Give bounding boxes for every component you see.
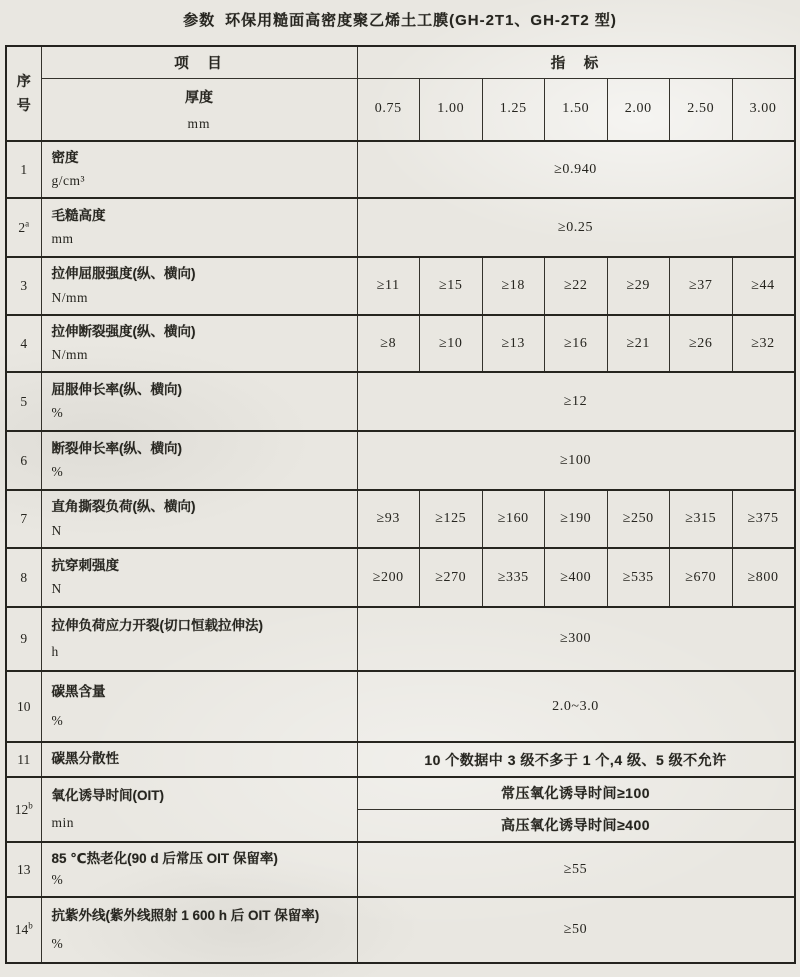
row-number bbox=[6, 315, 41, 372]
spec-value: ≥44 bbox=[732, 257, 795, 315]
item-label bbox=[42, 258, 357, 314]
table-row bbox=[6, 141, 795, 198]
item-label bbox=[42, 843, 357, 896]
item-label-cell bbox=[41, 315, 357, 372]
item-name: 毛糙高度 bbox=[51, 207, 106, 223]
item-label bbox=[42, 549, 357, 606]
item-name: 断裂伸长率(纵、横向) bbox=[51, 440, 182, 456]
item-unit: N bbox=[51, 581, 62, 597]
row-number-text: 12 bbox=[14, 801, 29, 817]
thickness-unit: mm bbox=[187, 115, 211, 131]
item-unit: N/mm bbox=[51, 289, 89, 305]
table-row bbox=[6, 548, 795, 607]
header-indicator: 指 标 bbox=[357, 46, 795, 78]
item-label-cell bbox=[41, 842, 357, 897]
row-number-text: 13 bbox=[17, 861, 31, 877]
table-row bbox=[6, 742, 795, 777]
item-unit: g/cm³ bbox=[51, 172, 86, 188]
row-number bbox=[6, 198, 41, 257]
item-unit: % bbox=[51, 872, 64, 888]
spec-value: ≥400 bbox=[545, 548, 608, 607]
item-label bbox=[42, 491, 357, 547]
item-name: 抗紫外线(紫外线照射 1 600 h 后 OIT 保留率) bbox=[51, 908, 320, 924]
table-row bbox=[6, 897, 795, 963]
spec-value: ≥21 bbox=[607, 315, 670, 372]
table-row bbox=[6, 431, 795, 490]
item-name: 拉伸屈服强度(纵、横向) bbox=[51, 266, 196, 282]
header-row-1 bbox=[6, 46, 795, 78]
thickness-col-1: 1.00 bbox=[420, 78, 483, 141]
item-label bbox=[42, 373, 357, 430]
row-number bbox=[6, 490, 41, 548]
spec-value: ≥15 bbox=[420, 257, 483, 315]
header-thickness bbox=[41, 78, 357, 141]
spec-value: ≥670 bbox=[670, 548, 733, 607]
table-row bbox=[6, 315, 795, 372]
title-prefix: 参数 bbox=[183, 12, 216, 29]
table-row bbox=[6, 372, 795, 431]
item-label-cell bbox=[41, 141, 357, 198]
spec-value: ≥8 bbox=[357, 315, 420, 372]
spec-value: ≥800 bbox=[732, 548, 795, 607]
table-row bbox=[6, 777, 795, 809]
thickness-col-2: 1.25 bbox=[482, 78, 545, 141]
item-name: 85 ℃热老化(90 d 后常压 OIT 保留率) bbox=[51, 850, 278, 866]
row-number-sup: a bbox=[25, 218, 30, 228]
thickness-col-4: 2.00 bbox=[607, 78, 670, 141]
spec-value: ≥250 bbox=[607, 490, 670, 548]
item-label bbox=[42, 743, 357, 776]
spec-value-merged-top bbox=[357, 777, 795, 809]
item-name: 拉伸负荷应力开裂(切口恒载拉伸法) bbox=[51, 617, 263, 633]
spec-value: ≥13 bbox=[482, 315, 545, 372]
item-label bbox=[42, 608, 357, 670]
row-number-sup: b bbox=[28, 800, 33, 810]
table-row bbox=[6, 671, 795, 742]
spec-value-text: 常压氧化诱导时间≥100 bbox=[500, 785, 651, 802]
spec-value: ≥125 bbox=[420, 490, 483, 548]
row-number bbox=[6, 548, 41, 607]
spec-value-text: 10 个数据中 3 级不多于 1 个,4 级、5 级不允许 bbox=[424, 751, 727, 768]
spec-value: ≥375 bbox=[732, 490, 795, 548]
spec-value: ≥93 bbox=[357, 490, 420, 548]
spec-value-merged: 2.0~3.0 bbox=[357, 671, 795, 742]
row-number-text: 1 bbox=[20, 161, 28, 177]
item-label bbox=[42, 316, 357, 371]
spec-value: ≥18 bbox=[482, 257, 545, 315]
thickness-label: 厚度 bbox=[185, 88, 213, 105]
row-number bbox=[6, 897, 41, 963]
item-label bbox=[42, 432, 357, 489]
table-row bbox=[6, 257, 795, 315]
header-seq: 序号 bbox=[6, 46, 41, 141]
thickness-col-3: 1.50 bbox=[545, 78, 608, 141]
item-name: 密度 bbox=[51, 150, 79, 166]
spec-value: ≥22 bbox=[545, 257, 608, 315]
row-number-sup: b bbox=[28, 920, 33, 931]
row-number-text: 8 bbox=[20, 569, 28, 585]
item-label-cell bbox=[41, 777, 357, 842]
spec-value-merged bbox=[357, 742, 795, 777]
spec-value: ≥37 bbox=[670, 257, 733, 315]
item-unit: % bbox=[51, 405, 64, 421]
spec-value: ≥270 bbox=[420, 548, 483, 607]
item-name: 拉伸断裂强度(纵、横向) bbox=[51, 324, 196, 340]
table-row bbox=[6, 198, 795, 257]
row-number bbox=[6, 777, 41, 842]
spec-value: ≥29 bbox=[607, 257, 670, 315]
row-number-text: 10 bbox=[17, 698, 31, 714]
spec-table bbox=[5, 45, 796, 964]
item-label bbox=[42, 142, 357, 197]
item-name: 碳黑分散性 bbox=[51, 751, 119, 767]
row-number-text: 4 bbox=[20, 335, 28, 351]
row-number-text: 5 bbox=[20, 393, 28, 409]
item-label-cell bbox=[41, 431, 357, 490]
spec-value: ≥32 bbox=[732, 315, 795, 372]
item-unit: N/mm bbox=[51, 346, 89, 362]
item-name: 氧化诱导时间(OIT) bbox=[51, 788, 164, 804]
item-unit: h bbox=[51, 644, 59, 660]
item-label-cell bbox=[41, 198, 357, 257]
row-number bbox=[6, 842, 41, 897]
item-name: 抗穿刺强度 bbox=[51, 557, 119, 573]
row-number-text: 7 bbox=[20, 511, 28, 526]
spec-value-merged-bottom bbox=[357, 809, 795, 842]
spec-value: ≥190 bbox=[545, 490, 608, 548]
row-number bbox=[6, 742, 41, 777]
spec-value: ≥535 bbox=[607, 548, 670, 607]
item-label-cell bbox=[41, 671, 357, 742]
item-unit: % bbox=[51, 935, 64, 951]
row-number-text: 14 bbox=[14, 922, 29, 937]
spec-value-merged: ≥0.25 bbox=[357, 198, 795, 257]
item-label-cell bbox=[41, 548, 357, 607]
spec-value-merged: ≥12 bbox=[357, 372, 795, 431]
thickness-col-6: 3.00 bbox=[732, 78, 795, 141]
item-label bbox=[42, 778, 357, 841]
item-unit: N bbox=[51, 522, 62, 538]
row-number bbox=[6, 257, 41, 315]
row-number-text: 2 bbox=[18, 219, 26, 235]
item-label-cell bbox=[41, 742, 357, 777]
title-main: 环保用糙面高密度聚乙烯土工膜(GH-2T1、GH-2T2 型) bbox=[225, 12, 617, 29]
item-name: 屈服伸长率(纵、横向) bbox=[51, 381, 182, 397]
item-name: 碳黑含量 bbox=[51, 683, 106, 699]
table-row bbox=[6, 607, 795, 671]
thickness-col-5: 2.50 bbox=[670, 78, 733, 141]
row-number-text: 9 bbox=[20, 631, 28, 646]
spec-value: ≥315 bbox=[670, 490, 733, 548]
item-label-cell bbox=[41, 372, 357, 431]
item-unit: % bbox=[51, 464, 64, 480]
item-unit: mm bbox=[51, 231, 74, 247]
spec-value-merged: ≥300 bbox=[357, 607, 795, 671]
item-label bbox=[42, 672, 357, 741]
item-name: 直角撕裂负荷(纵、横向) bbox=[51, 499, 196, 515]
item-label bbox=[42, 199, 357, 256]
row-number-text: 6 bbox=[20, 452, 28, 468]
item-label bbox=[42, 898, 357, 962]
spec-value: ≥335 bbox=[482, 548, 545, 607]
row-number bbox=[6, 671, 41, 742]
item-label-cell bbox=[41, 607, 357, 671]
header-row-2 bbox=[6, 78, 795, 141]
row-number bbox=[6, 431, 41, 490]
row-number bbox=[6, 141, 41, 198]
table-row bbox=[6, 842, 795, 897]
spec-value-text: 高压氧化诱导时间≥400 bbox=[500, 817, 651, 834]
item-label-cell bbox=[41, 897, 357, 963]
thickness-col-0: 0.75 bbox=[357, 78, 420, 141]
row-number bbox=[6, 607, 41, 671]
item-label-cell bbox=[41, 490, 357, 548]
table-row bbox=[6, 490, 795, 548]
row-number-text: 11 bbox=[17, 751, 31, 767]
spec-value-merged: ≥55 bbox=[357, 842, 795, 897]
spec-value: ≥10 bbox=[420, 315, 483, 372]
item-label-cell bbox=[41, 257, 357, 315]
row-number bbox=[6, 372, 41, 431]
header-item: 项 目 bbox=[41, 46, 357, 78]
item-unit: min bbox=[51, 814, 75, 830]
page-title bbox=[0, 9, 800, 30]
spec-value: ≥26 bbox=[670, 315, 733, 372]
item-unit: % bbox=[51, 713, 64, 729]
spec-value-merged: ≥100 bbox=[357, 431, 795, 490]
spec-value: ≥160 bbox=[482, 490, 545, 548]
spec-value: ≥200 bbox=[357, 548, 420, 607]
spec-value-merged: ≥50 bbox=[357, 897, 795, 963]
spec-value: ≥11 bbox=[357, 257, 420, 315]
spec-value-merged: ≥0.940 bbox=[357, 141, 795, 198]
row-number-text: 3 bbox=[20, 278, 28, 293]
spec-value: ≥16 bbox=[545, 315, 608, 372]
